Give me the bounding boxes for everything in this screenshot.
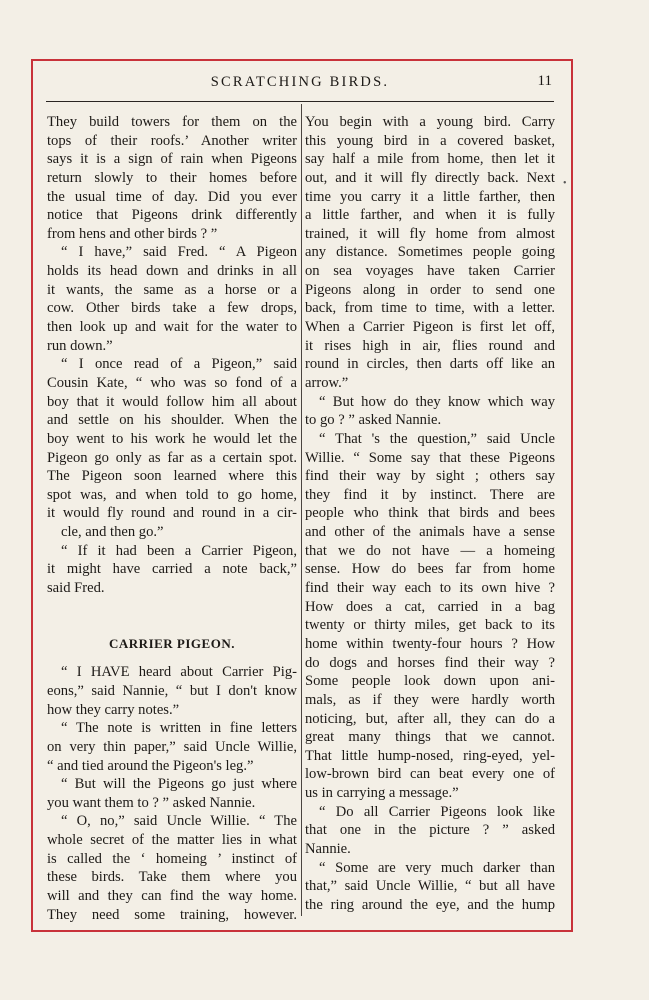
text-line: it wants, the same as a horse or a xyxy=(47,281,297,298)
text-line: “ and tied around the Pigeon's leg.” xyxy=(47,757,254,774)
text-line: that one in the picture ? ” asked xyxy=(305,822,555,839)
section-gap xyxy=(47,598,297,635)
text-line: it would fly round and round in a cir- xyxy=(47,505,297,522)
right-column xyxy=(305,113,555,915)
text-line: The Pigeon soon learned where this xyxy=(47,468,297,485)
text-line: mals, as if they were hardly worth xyxy=(305,691,555,708)
text-line: Cousin Kate, “ who was so fond of a xyxy=(47,374,297,391)
text-line: say half a mile from home, then let it xyxy=(305,151,555,168)
text-line: boy that it would follow him all about xyxy=(47,393,297,410)
text-line: sense. How do bees far from home xyxy=(305,561,555,578)
text-line: said Fred. xyxy=(47,580,105,597)
running-head-title: SCRATCHING BIRDS. xyxy=(210,74,390,90)
text-line: “ Some are very much darker than xyxy=(319,859,555,876)
text-line: these birds. Take them where you xyxy=(47,869,297,886)
text-line: it rises high in air, flies round and xyxy=(305,337,555,354)
left-text-block-2 xyxy=(47,663,297,924)
text-line: will and they can find the way home. xyxy=(47,887,297,904)
text-line: “ The note is written in fine letters xyxy=(61,720,297,737)
text-line: low-brown bird can beat every one of xyxy=(305,766,555,783)
text-line: return slowly to their homes before xyxy=(47,169,297,186)
text-line: that we do not have — a homeing xyxy=(305,542,555,559)
text-line: find their way by sight ; others say xyxy=(305,468,555,485)
left-text-block-1 xyxy=(47,113,297,598)
column-divider xyxy=(301,104,302,916)
text-line: this young bird in a covered basket, xyxy=(305,132,555,149)
text-line: “ I HAVE heard about Carrier Pig- xyxy=(61,664,297,681)
text-line: you want them to ? ” asked Nannie. xyxy=(47,794,256,811)
text-line: “ I once read of a Pigeon,” said xyxy=(61,356,297,373)
text-line: whole secret of the matter lies in what xyxy=(47,832,297,849)
text-line: to go ? ” asked Nannie. xyxy=(305,412,442,429)
text-line: a little farther, and when it is fully xyxy=(305,207,555,224)
text-line: holds its head down and drinks in all xyxy=(47,263,297,280)
heading-gap xyxy=(47,653,297,663)
text-line: eons,” said Nannie, “ but I don't know xyxy=(47,682,297,699)
page-number: 11 xyxy=(537,73,552,89)
text-line: that,” said Uncle Willie, “ but all have xyxy=(305,878,555,895)
text-line: When a Carrier Pigeon is first let off, xyxy=(305,319,555,336)
text-line: out, and it will fly directly back. Next xyxy=(305,169,555,186)
text-line: round in circles, then darts off like an xyxy=(305,356,555,373)
text-line: cle, and then go.” xyxy=(61,524,164,541)
text-line: arrow.” xyxy=(305,374,349,391)
text-line: notice that Pigeons drink differently xyxy=(47,207,297,224)
text-line: find their way each to its own hive ? xyxy=(305,580,555,597)
text-line: Pigeons along in order to send one xyxy=(305,281,555,298)
text-line: run down.” xyxy=(47,337,113,354)
text-line: “ That 's the question,” said Uncle xyxy=(319,430,555,447)
text-line: how they carry notes.” xyxy=(47,701,180,718)
text-line: “ But will the Pigeons go just where xyxy=(61,776,297,793)
text-line: from hens and other birds ? ” xyxy=(47,225,218,242)
header-rule xyxy=(46,101,554,102)
text-line: on sea voyages have taken Carrier xyxy=(305,263,555,280)
text-line: tops of their roofs.’ Another writer xyxy=(47,132,297,149)
text-line: the ring around the eye, and the hump xyxy=(305,896,555,913)
margin-dot: • xyxy=(563,178,567,189)
text-line: then look up and wait for the water to xyxy=(47,319,297,336)
text-line: “ O, no,” said Uncle Willie. “ The xyxy=(61,813,297,830)
text-line: any distance. Sometimes people going xyxy=(305,244,555,261)
text-line: us in carrying a message.” xyxy=(305,785,459,802)
text-line: How does a cat, carried in a bag xyxy=(305,598,555,615)
text-line: trained, it will fly home from almost xyxy=(305,225,555,242)
text-line: Nannie. xyxy=(305,840,351,857)
text-line: You begin with a young bird. Carry xyxy=(305,114,555,130)
running-head xyxy=(46,70,554,96)
text-line: That little hump-nosed, ring-eyed, yel- xyxy=(305,747,555,764)
text-line: it might have carried a note back,” xyxy=(47,561,297,578)
text-line: twenty or thirty miles, get back to its xyxy=(305,617,555,634)
section-heading: CARRIER PIGEON. xyxy=(109,635,235,651)
left-column xyxy=(47,113,297,924)
text-line: “ Do all Carrier Pigeons look like xyxy=(319,803,555,820)
text-line: spot was, and when told to go home, xyxy=(47,486,297,503)
text-line: boy went to his work he would let the xyxy=(47,430,297,447)
text-line: the usual time of day. Did you ever xyxy=(47,188,297,205)
text-line: and settle on his shoulder. When the xyxy=(47,412,297,429)
text-line: people who think that birds and bees xyxy=(305,505,555,522)
text-line: and other of the animals have a sense xyxy=(305,524,555,541)
text-line: says it is a sign of rain when Pigeons xyxy=(47,151,297,168)
text-line: home within twenty-four hours ? How xyxy=(305,635,555,652)
text-line: noticing, but, after all, they can do a xyxy=(305,710,555,727)
text-line: is called the ‘ homeing ’ instinct of xyxy=(47,850,297,867)
right-text-block xyxy=(305,113,555,915)
text-line: they find it by instinct. There are xyxy=(305,486,555,503)
text-line: time you carry it a little farther, then xyxy=(305,188,555,205)
text-line: on very thin paper,” said Uncle Willie, xyxy=(47,738,297,755)
text-line: back, from time to time, with a letter. xyxy=(305,300,555,317)
text-line: Some people look down upon ani- xyxy=(305,673,555,690)
text-line: do dogs and horses find their way ? xyxy=(305,654,555,671)
text-line: Pigeon go only as far as a certain spot. xyxy=(47,449,297,466)
text-line: “ I have,” said Fred. “ A Pigeon xyxy=(61,244,297,261)
text-line: Willie. “ Some say that these Pigeons xyxy=(305,449,555,466)
text-line: “ If it had been a Carrier Pigeon, xyxy=(61,542,297,559)
text-line: They need some training, however. xyxy=(47,906,297,923)
text-line: cow. Other birds take a few drops, xyxy=(47,300,297,317)
text-line: They build towers for them on the xyxy=(47,114,297,130)
text-line: great many things that we cannot. xyxy=(305,729,555,746)
text-line: “ But how do they know which way xyxy=(319,393,555,410)
